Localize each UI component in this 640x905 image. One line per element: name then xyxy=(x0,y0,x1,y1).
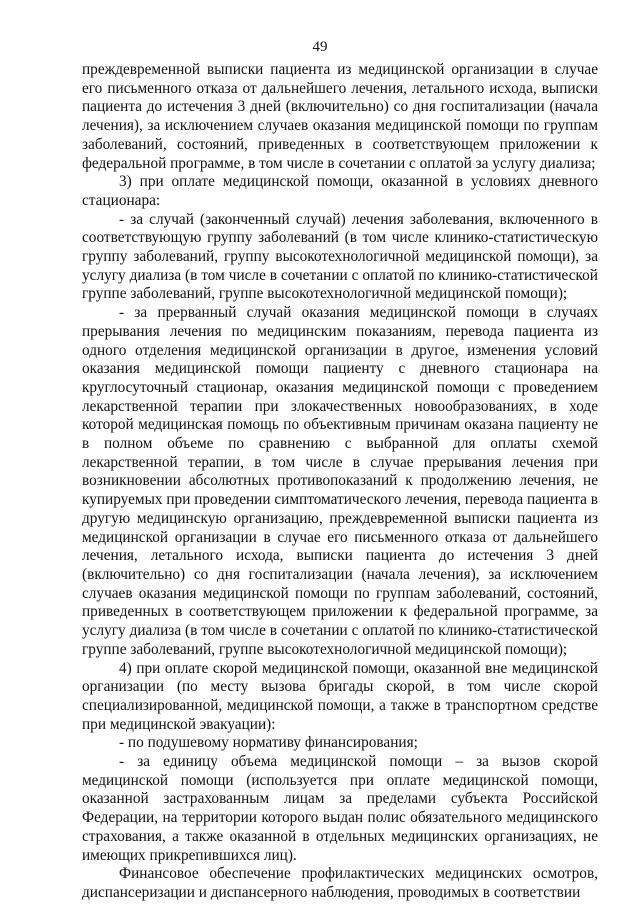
paragraph-bullet-per-unit: - за единицу объема медицинской помощи – за вызов скорой медицинской помощи (используется при оплате медицинской помощи, оказанной застрахованным лицам за пределами субъекта Российской Федерации, на территории которого выдан полис обязательного медицинского страхования, а также оказанной в отдельных медицинских организациях, не имеющих прикрепившихся лиц). xyxy=(82,753,598,864)
document-body xyxy=(82,61,598,903)
paragraph-bullet-completed-case: - за случай (законченный случай) лечения заболевания, включенного в соответствующую группу заболеваний (в том числе клинико-статистическую группу заболеваний, группу высокотехнологичной медицинской помощи), за услугу диализа (в том числе в сочетании с оплатой по клинико-статистической группе заболеваний, группе высокотехнологичной медицинской помощи); xyxy=(82,210,598,303)
paragraph-bullet-per-capita: - по подушевому нормативу финансирования; xyxy=(119,734,418,752)
paragraph-financing: Финансовое обеспечение профилактических медицинских осмотров, диспансеризации и диспансерного наблюдения, проводимых в соответствии xyxy=(82,865,598,901)
paragraph-item-4: 4) при оплате скорой медицинской помощи, оказанной вне медицинской организации (по месту вызова бригады скорой, в том числе скорой специализированной, медицинской помощи, а также в транспортном средстве при медицинской эвакуации): xyxy=(82,659,598,733)
page-number: 49 xyxy=(312,39,328,55)
paragraph-continuation: преждевременной выписки пациента из медицинской организации в случае его письменного отказа от дальнейшего лечения, летального исхода, выписки пациента до истечения 3 дней (включительно) со дня госпитализации (начала лечения), за исключением случаев оказания медицинской помощи по группам заболеваний, состояний, приведенных в соответствующем приложении к федеральной программе, в том числе в сочетании с оплатой за услугу диализа; xyxy=(82,61,598,172)
paragraph-item-3: 3) при оплате медицинской помощи, оказанной в условиях дневного стационара: xyxy=(82,173,598,209)
paragraph-bullet-interrupted-case: - за прерванный случай оказания медицинской помощи в случаях прерывания лечения по медицинским показаниям, перевода пациента из одного отделения медицинской организации в другое, изменения условий оказания медицинской помощи пациенту с дневного стационара на круглосуточный стационар, оказания медицинской помощи с проведением лекарственной терапии при злокачественных новообразованиях, в ходе которой медицинская помощь по объективным причинам оказана пациенту не в полном объеме по сравнению с выбранной для оплаты схемой лекарственной терапии, в том числе в случае прерывания лечения при возникновении абсолютных противопоказаний к продолжению лечения, не купируемых при проведении симптоматического лечения, перевода пациента в другую медицинскую организацию, преждевременной выписки пациента из медицинской организации в случае его письменного отказа от дальнейшего лечения, летального исхода, выписки пациента до истечения 3 дней (включительно) со дня госпитализации (начала лечения), за исключением случаев оказания медицинской помощи по группам заболеваний, состояний, приведенных в соответствующем приложении к федеральной программе, за услугу диализа (в том числе в сочетании с оплатой по клинико-статистической группе заболеваний, группе высокотехнологичной медицинской помощи); xyxy=(82,304,598,658)
